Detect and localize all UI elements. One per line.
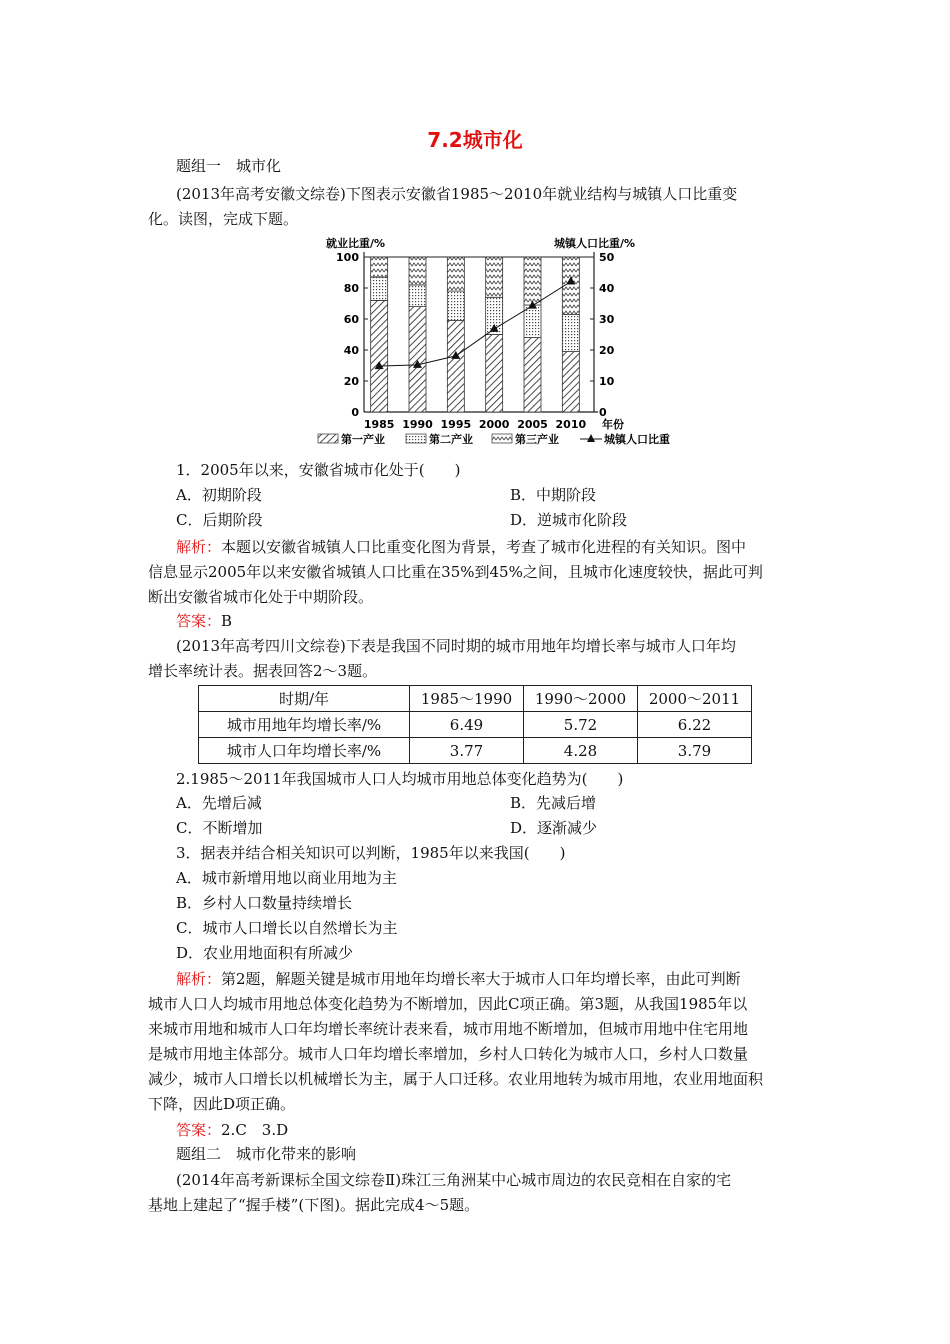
intro-1-line-1: (2013年高考安徽文综卷)下图表示安徽省1985～2010年就业结构与城镇人口比重变 xyxy=(176,185,738,203)
bar-第二产业 xyxy=(562,314,579,351)
legend-triangle-icon xyxy=(587,434,595,442)
y-tick-label: 20 xyxy=(343,375,359,388)
explanation-2-line-5: 减少，城市人口增长以机械增长为主，属于人口迁移。农业用地转为城市用地，农业用地面积 xyxy=(148,1070,764,1088)
table-header-cell: 1985～1990 xyxy=(410,686,524,712)
x-tick-label: 2005 xyxy=(517,418,548,431)
question-1-option-c: C．后期阶段 xyxy=(176,511,263,529)
legend-swatch xyxy=(492,434,512,443)
page-title: 7.2城市化 xyxy=(427,128,523,152)
explanation-2-line-4: 是城市用地主体部分。城市人口年均增长率增加，乡村人口转化为城市人口，乡村人口数量 xyxy=(148,1045,749,1063)
explanation-2-line-2: 城市人口人均城市用地总体变化趋势为不断增加，因此C项正确。第3题，从我国1985年以 xyxy=(148,995,748,1013)
group-heading-2: 题组二 城市化带来的影响 xyxy=(176,1145,357,1163)
group-heading-1: 题组一 城市化 xyxy=(176,157,282,175)
explanation-2-line-3: 来城市用地和城市人口年均增长率统计表来看，城市用地不断增加，但城市用地中住宅用地 xyxy=(148,1020,749,1038)
y-right-tick-label: 30 xyxy=(599,313,615,326)
explanation-1-line-1: 解析：本题以安徽省城镇人口比重变化图为背景，考查了城市化进程的有关知识。图中 xyxy=(176,538,747,556)
x-tick-label: 1990 xyxy=(402,418,433,431)
intro-1-line-2: 化。读图，完成下题。 xyxy=(148,210,299,228)
bar-第二产业 xyxy=(447,291,464,320)
intro-2-line-1: (2013年高考四川文综卷)下表是我国不同时期的城市用地年均增长率与城市人口年均 xyxy=(176,637,736,655)
bar-第三产业 xyxy=(524,257,541,305)
y-right-tick-label: 50 xyxy=(599,251,615,264)
answer-label: 答案： xyxy=(176,1121,222,1139)
table-cell: 城市用地年均增长率/% xyxy=(199,712,410,738)
y-tick-label: 40 xyxy=(343,344,359,357)
bar-第三产业 xyxy=(371,257,388,277)
table-header-cell: 2000～2011 xyxy=(638,686,752,712)
bar-第一产业 xyxy=(562,352,579,412)
question-1-option-a: A．初期阶段 xyxy=(176,486,262,504)
intro-3-line-1: (2014年高考新课标全国文综卷Ⅱ)珠江三角洲某中心城市周边的农民竞相在自家的宅 xyxy=(176,1171,732,1189)
question-1-option-b: B．中期阶段 xyxy=(510,486,597,504)
table-header-cell: 1990～2000 xyxy=(524,686,638,712)
legend-label: 城镇人口比重 xyxy=(604,433,670,446)
table-cell: 城市人口年均增长率/% xyxy=(199,738,410,764)
explanation-2-line-1: 解析：第2题，解题关键是城市用地年均增长率大于城市人口年均增长率，由此可判断 xyxy=(176,970,741,988)
table-cell: 4.28 xyxy=(524,738,638,764)
x-tick-label: 2010 xyxy=(555,418,587,431)
table-cell: 6.22 xyxy=(638,712,752,738)
y-tick-label: 0 xyxy=(351,406,359,419)
question-1-stem: 1．2005年以来，安徽省城市化处于( ) xyxy=(176,461,461,479)
question-2-option-c: C．不断增加 xyxy=(176,819,263,837)
explanation-label: 解析： xyxy=(176,970,222,988)
table-cell: 5.72 xyxy=(524,712,638,738)
answer-1: 答案：B xyxy=(176,612,233,630)
y-right-tick-label: 0 xyxy=(599,406,607,419)
urban-population-line xyxy=(379,281,571,366)
bar-第一产业 xyxy=(447,321,464,412)
table-cell: 3.79 xyxy=(638,738,752,764)
answer-label: 答案： xyxy=(176,612,222,630)
table-cell: 6.49 xyxy=(410,712,524,738)
explanation-label: 解析： xyxy=(176,538,222,556)
legend-swatch xyxy=(318,434,338,443)
table-header-row xyxy=(199,686,752,712)
legend-label: 第三产业 xyxy=(515,433,559,446)
question-3-option-b: B．乡村人口数量持续增长 xyxy=(176,894,353,912)
employment-urbanization-chart xyxy=(304,232,684,454)
question-2-option-a: A．先增后减 xyxy=(176,794,262,812)
question-2-option-d: D．逐渐减少 xyxy=(510,819,598,837)
question-3-option-d: D．农业用地面积有所减少 xyxy=(176,944,354,962)
growth-rate-table xyxy=(198,685,752,764)
bar-第三产业 xyxy=(447,257,464,291)
intro-3-line-2: 基地上建起了“握手楼”(下图)。据此完成4～5题。 xyxy=(148,1196,480,1214)
question-2-option-b: B．先减后增 xyxy=(510,794,597,812)
x-tick-label: 1985 xyxy=(363,418,395,431)
legend-swatch xyxy=(406,434,426,443)
x-tick-label: 1995 xyxy=(440,418,472,431)
explanation-2-line-6: 下降，因此D项正确。 xyxy=(148,1095,296,1113)
bar-第一产业 xyxy=(524,338,541,412)
table-row xyxy=(199,712,752,738)
explanation-1-line-2: 信息显示2005年以来安徽省城镇人口比重在35%到45%之间，且城市化速度较快，据此可判 xyxy=(148,563,763,581)
bar-第二产业 xyxy=(409,285,426,307)
y-right-axis-label: 城镇人口比重/% xyxy=(554,237,636,250)
bar-第一产业 xyxy=(409,307,426,412)
question-3-option-a: A．城市新增用地以商业用地为主 xyxy=(176,869,397,887)
bar-第三产业 xyxy=(409,257,426,285)
table-row xyxy=(199,738,752,764)
legend-label: 第二产业 xyxy=(429,433,473,446)
bar-第一产业 xyxy=(486,335,503,413)
bar-第三产业 xyxy=(486,257,503,297)
question-1-option-d: D．逆城市化阶段 xyxy=(510,511,628,529)
y-right-tick-label: 20 xyxy=(599,344,615,357)
x-tick-label: 2000 xyxy=(478,418,510,431)
legend-label: 第一产业 xyxy=(341,433,385,446)
table-header-cell: 时期/年 xyxy=(199,686,410,712)
y-tick-label: 80 xyxy=(343,282,359,295)
table-cell: 3.77 xyxy=(410,738,524,764)
question-3-stem: 3．据表并结合相关知识可以判断，1985年以来我国( ) xyxy=(176,844,566,862)
explanation-1-line-3: 断出安徽省城市化处于中期阶段。 xyxy=(148,588,374,606)
question-3-option-c: C．城市人口增长以自然增长为主 xyxy=(176,919,398,937)
bar-第一产业 xyxy=(371,300,388,412)
y-tick-label: 60 xyxy=(343,313,359,326)
question-2-stem: 2.1985～2011年我国城市人口人均城市用地总体变化趋势为( ) xyxy=(176,770,624,788)
y-tick-label: 100 xyxy=(336,251,359,264)
intro-2-line-2: 增长率统计表。据表回答2～3题。 xyxy=(148,662,378,680)
bar-第二产业 xyxy=(524,305,541,338)
y-right-tick-label: 40 xyxy=(599,282,615,295)
y-right-tick-label: 10 xyxy=(599,375,615,388)
y-axis-label: 就业比重/% xyxy=(326,237,386,250)
x-axis-label: 年份 xyxy=(602,418,624,431)
answer-2: 答案：2.C 3.D xyxy=(176,1121,289,1139)
bar-第二产业 xyxy=(371,277,388,300)
